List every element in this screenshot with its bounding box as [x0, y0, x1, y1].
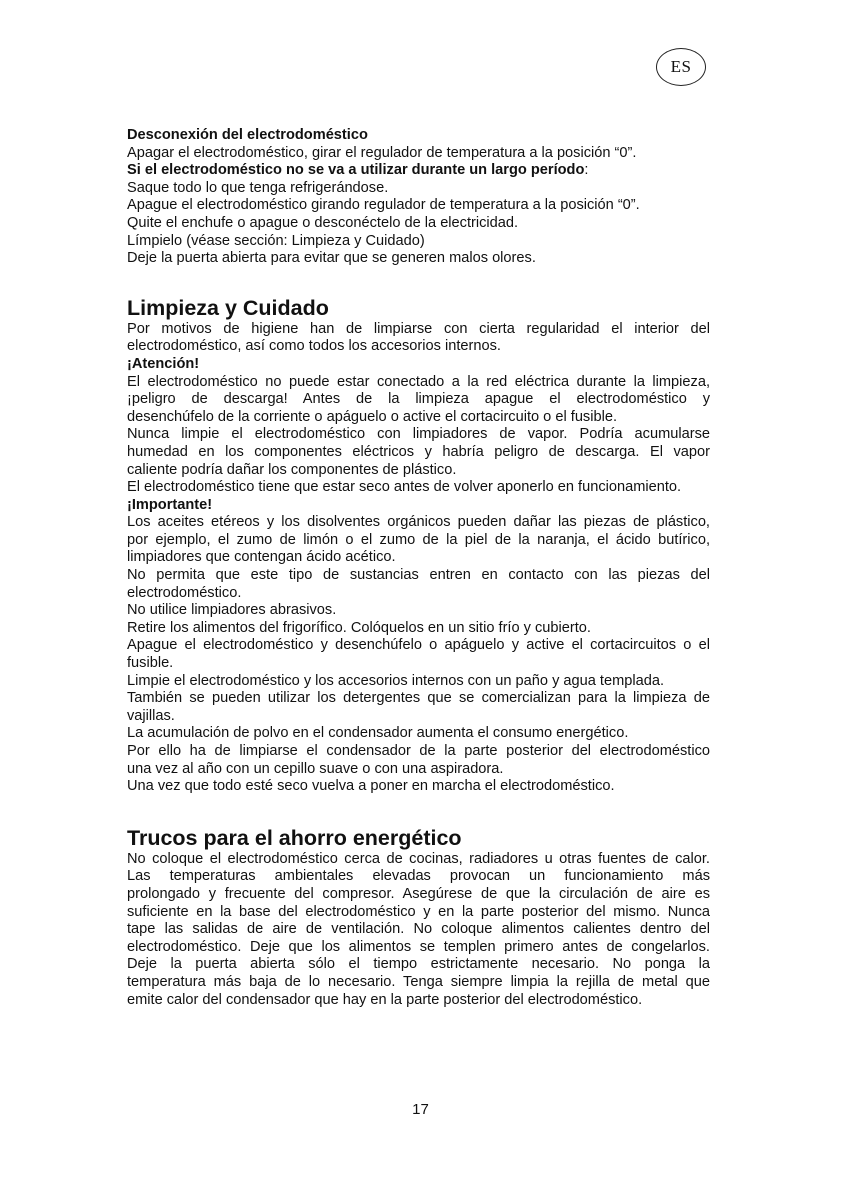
text-line: ¡peligro de descarga! Antes de la limpieza apague el electrodoméstico y	[127, 391, 710, 408]
page-content	[127, 127, 710, 1009]
language-badge: ES	[656, 48, 706, 86]
text-line: No coloque el electrodoméstico cerca de cocinas, radiadores u otras fuentes de calor.	[127, 850, 710, 867]
heading-limpieza-cuidado: Limpieza y Cuidado	[127, 295, 329, 320]
text-line: La acumulación de polvo en el condensador aumenta el consumo energético.	[127, 725, 629, 742]
text-line: electrodoméstico.	[127, 584, 242, 601]
subtitle-colon: :	[584, 162, 589, 179]
text-line: una vez al año con un cepillo suave o con una aspiradora.	[127, 760, 504, 777]
text-line: También se pueden utilizar los detergentes que se comercializan para la limpieza de	[127, 690, 710, 707]
text-line: Quite el enchufe o apague o desconéctelo de la electricidad.	[127, 214, 519, 231]
text-line: electrodoméstico. Deje que los alimentos se templen primero antes de congelarlos.	[127, 938, 710, 955]
text-line: prolongado y frecuente del compresor. Asegúrese de que la circulación de aire es	[127, 885, 710, 902]
text-line: tape las salidas de aire de ventilación. No coloque alimentos calientes dentro del	[127, 921, 710, 938]
section-title-desconexion: Desconexión del electrodoméstico	[127, 127, 368, 143]
text-line: El electrodoméstico no puede estar conectado a la red eléctrica durante la limpieza,	[127, 373, 710, 390]
text-line: Saque todo lo que tenga refrigerándose.	[127, 179, 389, 196]
text-line: Los aceites etéreos y los disolventes orgánicos pueden dañar las piezas de plástico,	[127, 514, 710, 531]
text-line: Apague el electrodoméstico girando regulador de temperatura a la posición “0”.	[127, 197, 640, 214]
subtitle-bold: Si el electrodoméstico no se va a utilizar durante un largo período	[127, 162, 585, 179]
text-line: limpiadores que contengan ácido acético.	[127, 549, 396, 566]
text-line: El electrodoméstico tiene que estar seco antes de volver aponerlo en funcionamiento.	[127, 479, 682, 496]
text-line: Una vez que todo esté seco vuelva a poner en marcha el electrodoméstico.	[127, 778, 615, 795]
text-line: Las temperaturas ambientales elevadas provocan un funcionamiento más	[127, 868, 710, 885]
text-line: Limpie el electrodoméstico y los accesorios internos con un paño y agua templada.	[127, 672, 665, 689]
text-line: caliente podría dañar los componentes de plástico.	[127, 461, 457, 478]
heading-ahorro-energetico: Trucos para el ahorro energético	[127, 825, 462, 850]
text-line: Deje la puerta abierta para evitar que se generen malos olores.	[127, 250, 536, 267]
text-line: desenchúfelo de la corriente o apáguelo o active el cortacircuito o el fusible.	[127, 408, 618, 425]
text-line: suficiente en la base del electrodoméstico y en la parte posterior del mismo. Nunca	[127, 903, 710, 920]
text-line: Nunca limpie el electrodoméstico con limpiadores de vapor. Podría acumularse	[127, 426, 710, 443]
text-line: No permita que este tipo de sustancias entren en contacto con las piezas del	[127, 567, 710, 584]
text-line: por ejemplo, el zumo de limón o el zumo de la piel de la naranja, el ácido butírico,	[127, 531, 710, 548]
text-line: Deje la puerta abierta sólo el tiempo estrictamente necesario. No ponga la	[127, 956, 710, 973]
text-line: Por motivos de higiene han de limpiarse con cierta regularidad el interior del	[127, 320, 710, 337]
attention-label: ¡Atención!	[127, 355, 200, 372]
text-line: Apagar el electrodoméstico, girar el regulador de temperatura a la posición “0”.	[127, 144, 637, 161]
text-line: Límpielo (véase sección: Limpieza y Cuidado)	[127, 232, 425, 249]
text-line: humedad en los componentes eléctricos y habría peligro de descarga. El vapor	[127, 443, 710, 460]
text-line: temperatura más baja de lo necesario. Tenga siempre limpia la rejilla de metal que	[127, 973, 710, 990]
text-line: vajillas.	[127, 707, 175, 724]
page-number: 17	[412, 1101, 429, 1118]
text-line: Por ello ha de limpiarse el condensador de la parte posterior del electrodoméstico	[127, 743, 710, 759]
text-line: fusible.	[127, 655, 174, 672]
text-line: electrodoméstico, así como todos los accesorios internos.	[127, 338, 501, 355]
important-label: ¡Importante!	[127, 496, 213, 513]
subtitle-largo-periodo	[127, 162, 710, 180]
text-line: Retire los alimentos del frigorífico. Colóquelos en un sitio frío y cubierto.	[127, 619, 591, 636]
text-line: Apague el electrodoméstico y desenchúfelo o apáguelo y active el cortacircuitos o el	[127, 637, 710, 654]
text-line: No utilice limpiadores abrasivos.	[127, 602, 337, 619]
text-line: emite calor del condensador que hay en la parte posterior del electrodoméstico.	[127, 991, 643, 1008]
